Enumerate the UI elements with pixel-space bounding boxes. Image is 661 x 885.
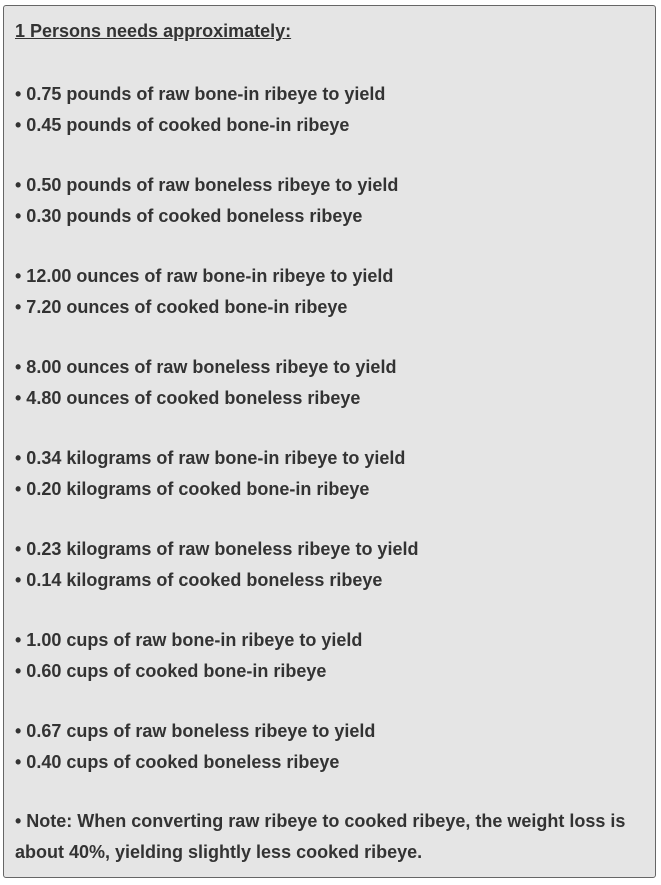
weight-loss-note: • Note: When converting raw ribeye to cooked ribeye, the weight loss is about 40%, yielding slightly less cooked ribeye.: [15, 811, 626, 862]
raw-amount-line: • 0.75 pounds of raw bone-in ribeye to yield: [15, 84, 386, 104]
portion-group-ounces-bone-in: [15, 261, 645, 352]
portion-group-kilograms-boneless: [15, 534, 645, 625]
portion-group-ounces-boneless: [15, 352, 645, 443]
portion-group-cups-bone-in: [15, 625, 645, 716]
result-heading: 1 Persons needs approximately:: [15, 21, 292, 41]
portion-group-pounds-boneless: [15, 170, 645, 261]
cooked-amount-line: • 0.45 pounds of cooked bone-in ribeye: [15, 114, 350, 135]
result-panel: [3, 5, 656, 878]
raw-amount-line: • 12.00 ounces of raw bone-in ribeye to yield: [15, 266, 394, 286]
cooked-amount-line: • 0.20 kilograms of cooked bone-in ribeye: [15, 478, 370, 499]
raw-amount-line: • 8.00 ounces of raw boneless ribeye to yield: [15, 357, 397, 377]
cooked-amount-line: • 0.40 cups of cooked boneless ribeye: [15, 751, 340, 772]
raw-amount-line: • 0.23 kilograms of raw boneless ribeye to yield: [15, 539, 419, 559]
portion-group-cups-boneless: [15, 716, 645, 807]
cooked-amount-line: • 0.30 pounds of cooked boneless ribeye: [15, 205, 363, 226]
raw-amount-line: • 0.34 kilograms of raw bone-in ribeye to yield: [15, 448, 406, 468]
raw-amount-line: • 0.67 cups of raw boneless ribeye to yield: [15, 721, 376, 741]
raw-amount-line: • 0.50 pounds of raw boneless ribeye to yield: [15, 175, 399, 195]
portion-group-pounds-bone-in: [15, 79, 645, 170]
raw-amount-line: • 1.00 cups of raw bone-in ribeye to yield: [15, 630, 363, 650]
portion-group-kilograms-bone-in: [15, 443, 645, 534]
cooked-amount-line: • 7.20 ounces of cooked bone-in ribeye: [15, 296, 348, 317]
cooked-amount-line: • 0.60 cups of cooked bone-in ribeye: [15, 660, 327, 681]
portion-list: [15, 79, 645, 807]
cooked-amount-line: • 4.80 ounces of cooked boneless ribeye: [15, 387, 361, 408]
cooked-amount-line: • 0.14 kilograms of cooked boneless ribeye: [15, 569, 383, 590]
